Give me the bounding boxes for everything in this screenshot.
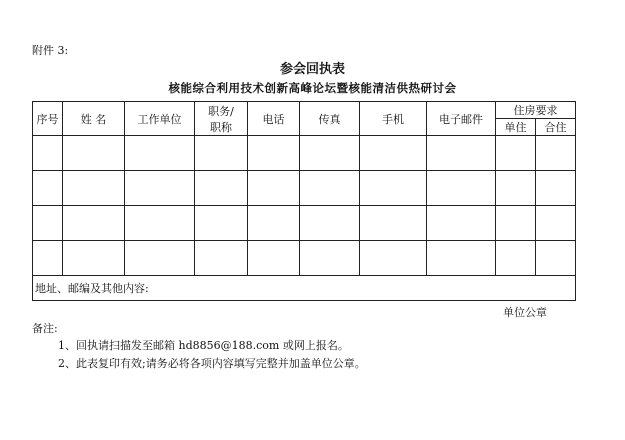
table-cell[interactable] [360,206,427,241]
table-cell[interactable] [360,171,427,206]
table-cell[interactable] [248,171,300,206]
table-cell[interactable] [125,241,195,276]
table-cell[interactable] [63,136,125,171]
table-cell[interactable] [427,136,496,171]
col-header-mobile: 手机 [360,102,427,136]
table-cell[interactable] [536,136,576,171]
col-header-single: 单住 [496,119,536,136]
form-title: 参会回执表 [279,62,345,77]
note-item: 2、此表复印有效;请务必将各项内容填写完整并加盖单位公章。 [58,357,366,370]
table-cell[interactable] [33,171,63,206]
table-cell[interactable] [427,171,496,206]
address-cell[interactable]: 地址、邮编及其他内容: [33,276,576,301]
table-cell[interactable] [496,241,536,276]
table-cell[interactable] [195,136,248,171]
table-cell[interactable] [496,171,536,206]
col-header-phone: 电话 [248,102,300,136]
table-cell[interactable] [427,206,496,241]
table-cell[interactable] [33,241,63,276]
table-cell[interactable] [496,206,536,241]
unit-seal-label: 单位公章 [503,306,547,319]
col-header-position-line2: 职称 [210,120,232,134]
table-cell[interactable] [536,241,576,276]
table-cell[interactable] [125,136,195,171]
col-header-position [195,102,248,136]
attachment-label: 附件 3: [32,44,69,57]
col-header-seq: 序号 [33,102,63,136]
table-cell[interactable] [536,171,576,206]
table-cell[interactable] [33,136,63,171]
table-cell[interactable] [33,206,63,241]
table-cell[interactable] [195,171,248,206]
col-header-fax: 传真 [300,102,360,136]
table-cell[interactable] [248,241,300,276]
form-subtitle: 核能综合利用技术创新高峰论坛暨核能清洁供热研讨会 [168,81,457,95]
notes-heading: 备注: [32,322,58,335]
col-header-shared: 合住 [536,119,576,136]
table-row [33,241,576,276]
table-cell[interactable] [300,206,360,241]
table-cell[interactable] [496,136,536,171]
table-cell[interactable] [248,136,300,171]
table-cell[interactable] [300,241,360,276]
table-row [33,136,576,171]
table-cell[interactable] [360,241,427,276]
col-header-lodging: 住房要求 [496,102,576,119]
col-header-email: 电子邮件 [427,102,496,136]
table-cell[interactable] [360,136,427,171]
table-cell[interactable] [427,241,496,276]
address-row [33,276,576,301]
table-cell[interactable] [195,206,248,241]
table-cell[interactable] [248,206,300,241]
table-cell[interactable] [300,136,360,171]
table-cell[interactable] [125,171,195,206]
table-cell[interactable] [63,171,125,206]
table-row [33,206,576,241]
col-header-unit: 工作单位 [125,102,195,136]
table-cell[interactable] [63,241,125,276]
table-cell[interactable] [63,206,125,241]
note-item: 1、回执请扫描发至邮箱 hd8856@188.com 或网上报名。 [58,339,349,352]
registration-table [32,101,576,301]
col-header-name: 姓 名 [63,102,125,136]
table-cell[interactable] [125,206,195,241]
table-cell[interactable] [300,171,360,206]
table-cell[interactable] [536,206,576,241]
table-row [33,171,576,206]
col-header-position-line1: 职务/ [208,104,234,118]
table-cell[interactable] [195,241,248,276]
